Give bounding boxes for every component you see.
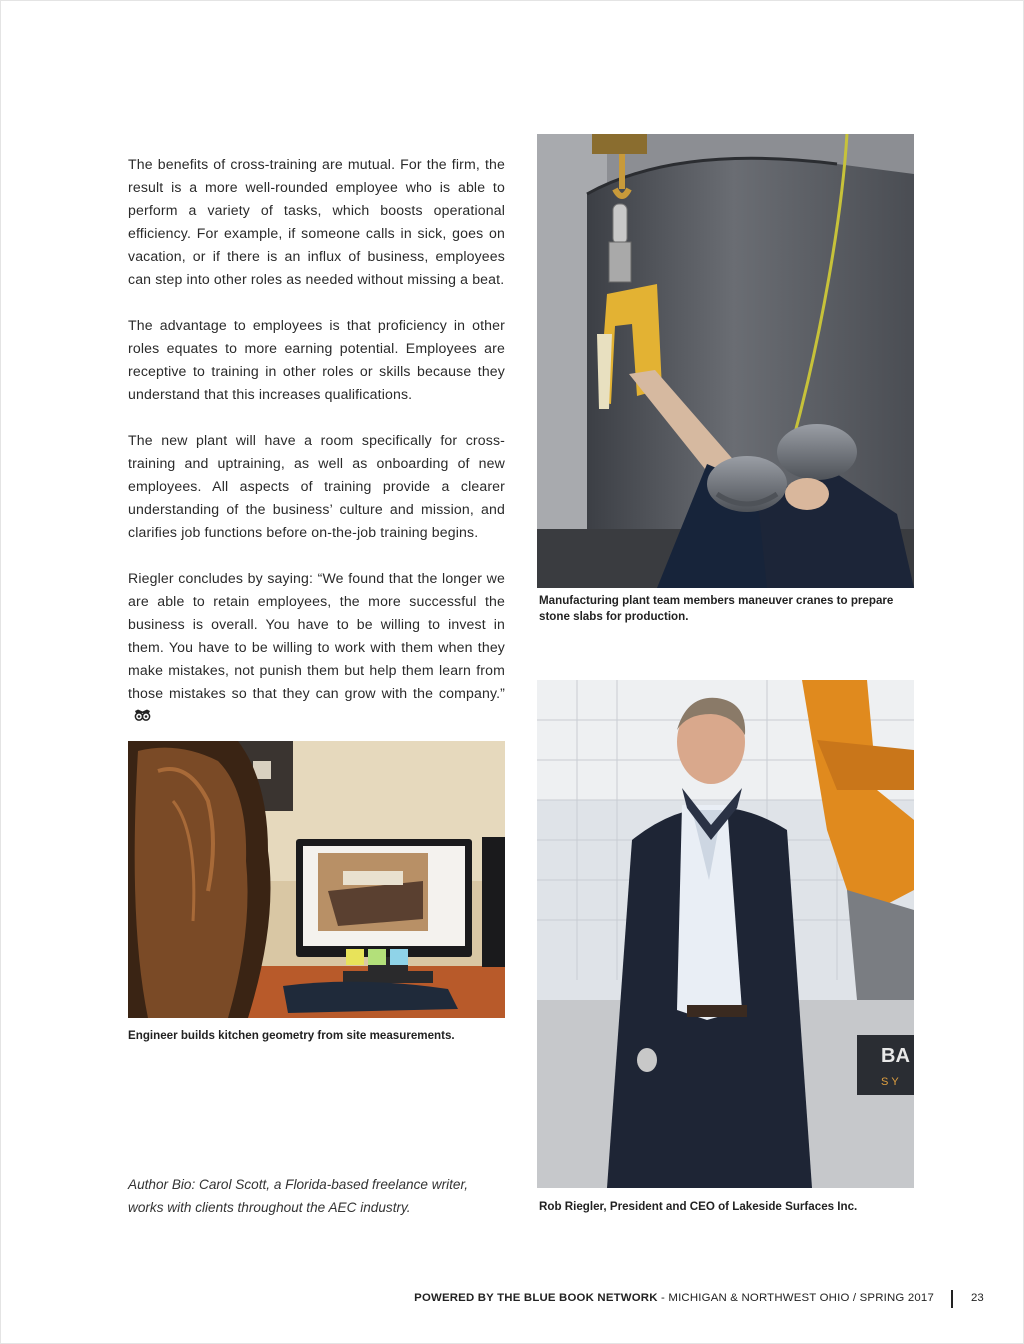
article-paragraph: The new plant will have a room specifically for cross-training and uptraining, as well as onboarding of new employees. All aspects of training provide a clearer understanding of the business’ culture and mission, and clarifies job functions before on-the-job training begins. [128, 432, 505, 540]
author-bio-line: Author Bio: Carol Scott, a Florida-based freelance writer, [128, 1177, 469, 1192]
svg-text:BA: BA [881, 1045, 910, 1067]
svg-text:SY: SY [881, 1076, 902, 1088]
crane-photo [537, 134, 914, 588]
ceo-portrait-photo [537, 680, 914, 1188]
footer-powered-by: POWERED BY THE BLUE BOOK NETWORK [414, 1292, 658, 1304]
engineer-photo-caption: Engineer builds kitchen geometry from site measurements. [128, 1029, 455, 1042]
owl-eyes-icon [134, 706, 151, 729]
page-number: 23 [971, 1292, 984, 1304]
footer-publication [414, 1292, 934, 1304]
closing-quote-text: Riegler concludes by saying: “We found that the longer we are able to retain employees, the more successful the business is overall. You have to be willing to invest in them. You have to be willing to work with them when they make mistakes, not punish them but help them learn from those mistakes so that they can grow with the company.” [128, 570, 505, 701]
page-footer [0, 1290, 1024, 1310]
article-paragraph-final [128, 567, 505, 729]
ceo-photo-caption: Rob Riegler, President and CEO of Lakeside Surfaces Inc. [539, 1200, 858, 1213]
article-paragraph: The advantage to employees is that proficiency in other roles equates to more earning potential. Employees are receptive to training in other roles or skills because they understand that this increases qualifications. [128, 317, 505, 402]
article-column [128, 153, 505, 752]
author-bio [128, 1173, 508, 1219]
engineer-workstation-photo [128, 741, 505, 1018]
author-bio-line: works with clients throughout the AEC industry. [128, 1200, 411, 1215]
footer-edition: - MICHIGAN & NORTHWEST OHIO / SPRING 2017 [657, 1292, 934, 1304]
article-paragraph: The benefits of cross-training are mutual. For the firm, the result is a more well-rounded employee who is able to perform a variety of tasks, which boosts operational efficiency. For example, if someone calls in sick, goes on vacation, or if there is an influx of business, employees can step into other roles as needed without missing a beat. [128, 156, 505, 287]
crane-photo-caption: Manufacturing plant team members maneuver cranes to prepare stone slabs for production. [539, 594, 894, 623]
footer-divider [951, 1290, 953, 1308]
